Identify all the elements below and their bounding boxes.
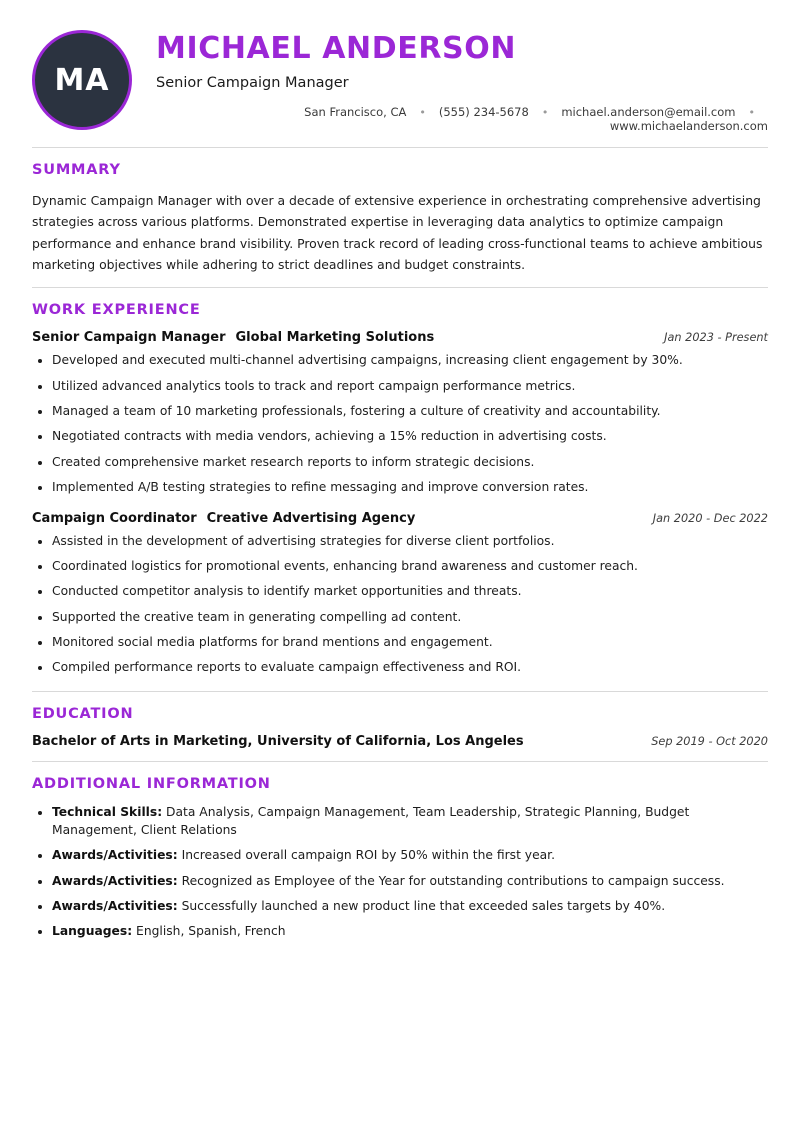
job-company: Global Marketing Solutions [235, 330, 435, 346]
section-title-work-experience: WORK EXPERIENCE [32, 302, 201, 319]
job-title-line [32, 511, 415, 526]
job-entry [32, 330, 768, 496]
contact-row [156, 105, 768, 133]
job-title-line [32, 330, 434, 345]
list-item: Managed a team of 10 marketing professionals, fostering a culture of creativity and accountability. [32, 403, 768, 421]
education-entry [32, 734, 768, 749]
education-dates: Sep 2019 - Oct 2020 [651, 735, 768, 749]
list-item: Conducted competitor analysis to identify market opportunities and threats. [32, 583, 768, 601]
headline: Senior Campaign Manager [156, 75, 349, 91]
section-additional-information [32, 762, 768, 953]
contact-phone[interactable]: (555) 234-5678 [438, 105, 529, 119]
item-value: Increased overall campaign ROI by 50% within the first year. [181, 848, 556, 863]
item-label: Languages: [52, 924, 133, 939]
job-dates: Jan 2023 - Present [664, 331, 768, 345]
job-header [32, 511, 768, 526]
resume-header [32, 28, 768, 147]
item-label: Awards/Activities: [52, 873, 178, 888]
job-role: Senior Campaign Manager [32, 330, 226, 346]
item-label: Awards/Activities: [52, 848, 178, 863]
section-work-experience [32, 288, 768, 691]
list-item: Utilized advanced analytics tools to track and report campaign performance metrics. [32, 378, 768, 396]
additional-list [32, 804, 768, 941]
item-value: Data Analysis, Campaign Management, Team Leadership, Strategic Planning, Budget Management, Client Relations [52, 805, 690, 838]
contact-separator-icon: • [748, 105, 755, 119]
contact-website[interactable]: www.michaelanderson.com [609, 119, 768, 133]
section-education [32, 692, 768, 761]
item-label: Awards/Activities: [52, 899, 178, 914]
list-item: Implemented A/B testing strategies to refine messaging and improve conversion rates. [32, 479, 768, 497]
item-value: English, Spanish, French [136, 924, 286, 939]
contact-separator-icon: • [419, 105, 426, 119]
job-dates: Jan 2020 - Dec 2022 [652, 511, 768, 525]
list-item: Created comprehensive market research reports to inform strategic decisions. [32, 454, 768, 472]
list-item: Assisted in the development of advertising strategies for diverse client portfolios. [32, 533, 768, 551]
job-bullets [32, 533, 768, 677]
contact-email[interactable]: michael.anderson@email.com [561, 105, 736, 119]
list-item: Monitored social media platforms for brand mentions and engagement. [32, 634, 768, 652]
list-item [32, 847, 768, 865]
list-item [32, 898, 768, 916]
contact-location: San Francisco, CA [304, 105, 407, 119]
job-bullets [32, 352, 768, 496]
section-title-education: EDUCATION [32, 706, 134, 723]
list-item: Compiled performance reports to evaluate campaign effectiveness and ROI. [32, 659, 768, 677]
job-header [32, 330, 768, 345]
job-entry [32, 511, 768, 677]
summary-text: Dynamic Campaign Manager with over a decade of extensive experience in orchestrating comprehensive advertising strategies across various platforms. Demonstrated expertise in leveraging data analytics to optimize campaign performance and enhance brand visibility. Proven track record of leading cross-functional teams to achieve ambitious marketing objectives while adhering to strict deadlines and budget constraints. [32, 193, 763, 272]
education-degree: Bachelor of Arts in Marketing, University of California, Los Angeles [32, 734, 524, 750]
avatar [32, 30, 132, 130]
avatar-initials: MA [54, 62, 110, 98]
item-value: Recognized as Employee of the Year for outstanding contributions to campaign success. [181, 873, 725, 888]
list-item: Coordinated logistics for promotional events, enhancing brand awareness and customer reach. [32, 558, 768, 576]
header-text [156, 28, 768, 133]
job-role: Campaign Coordinator [32, 510, 197, 526]
job-company: Creative Advertising Agency [206, 510, 416, 526]
list-item [32, 923, 768, 941]
page-title: MICHAEL ANDERSON [156, 31, 517, 66]
list-item: Developed and executed multi-channel advertising campaigns, increasing client engagement by 30%. [32, 352, 768, 370]
item-value: Successfully launched a new product line that exceeded sales targets by 40%. [181, 899, 666, 914]
list-item: Supported the creative team in generating compelling ad content. [32, 609, 768, 627]
section-summary [32, 148, 768, 287]
section-title-additional-information: ADDITIONAL INFORMATION [32, 776, 271, 793]
list-item: Negotiated contracts with media vendors, achieving a 15% reduction in advertising costs. [32, 428, 768, 446]
list-item [32, 873, 768, 891]
section-title-summary: SUMMARY [32, 162, 121, 178]
contact-separator-icon: • [541, 105, 549, 119]
item-label: Technical Skills: [52, 805, 163, 820]
list-item [32, 804, 768, 840]
